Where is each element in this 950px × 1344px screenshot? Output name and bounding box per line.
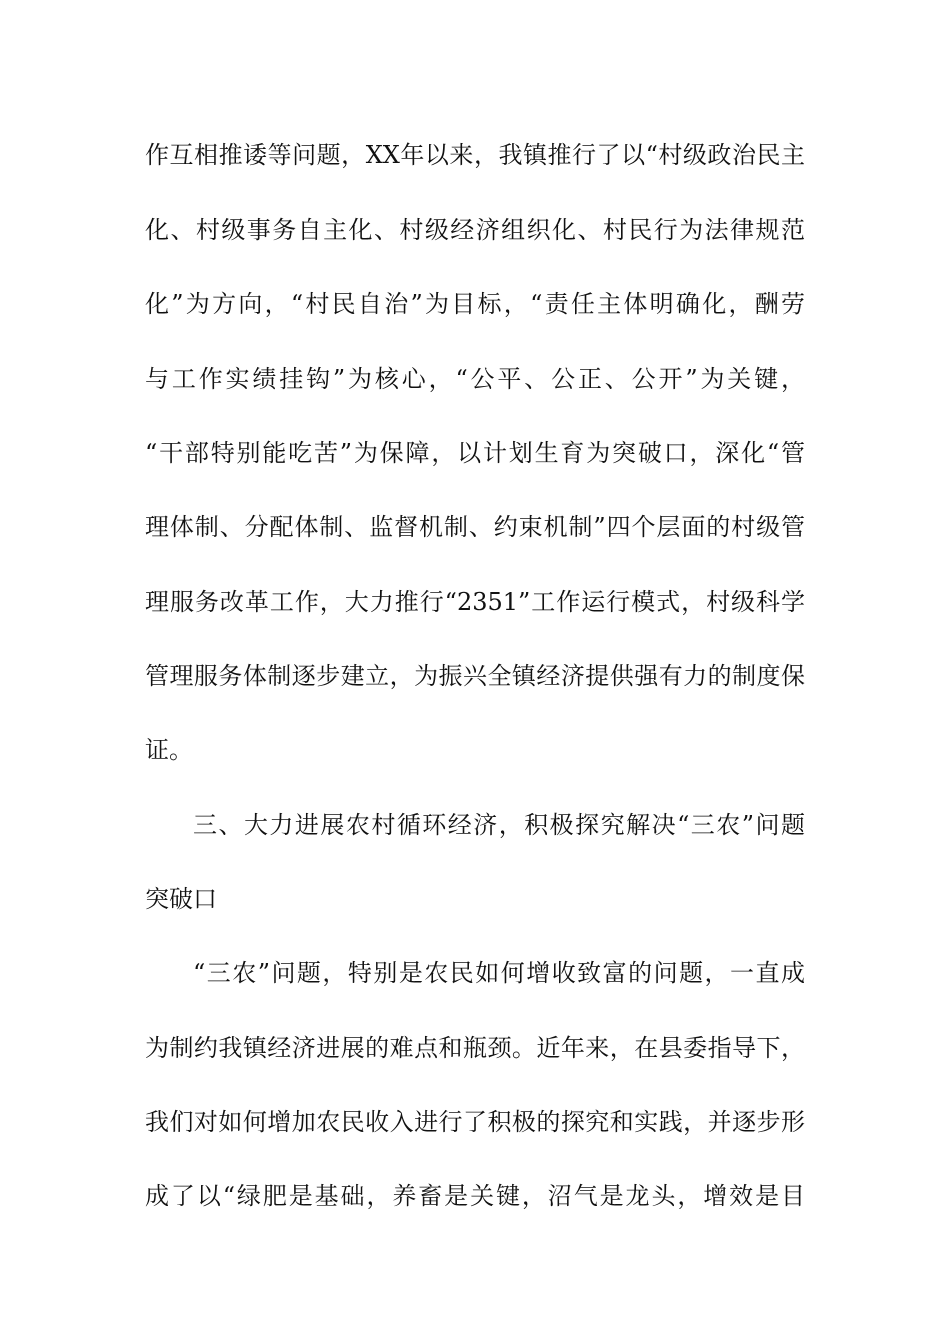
- body-line: 化”为方向，“村民自治”为目标，“责任主体明确化，酬劳: [145, 290, 805, 318]
- section-heading-line: 突破口: [145, 885, 217, 913]
- body-line: 管理服务体制逐步建立，为振兴全镇经济提供强有力的制度保: [145, 662, 805, 690]
- section-heading-line: 三、大力进展农村循环经济，积极探究解决“三农”问题: [193, 811, 805, 839]
- body-line: 理服务改革工作，大力推行“2351”工作运行模式，村级科学: [145, 588, 805, 616]
- body-line: “三农”问题，特别是农民如何增收致富的问题，一直成: [193, 959, 805, 987]
- body-line: 与工作实绩挂钩”为核心，“公平、公正、公开”为关键，: [145, 365, 805, 393]
- body-line: 化、村级事务自主化、村级经济组织化、村民行为法律规范: [145, 216, 805, 244]
- body-line: 成了以“绿肥是基础，养畜是关键，沼气是龙头，增效是目: [145, 1182, 805, 1210]
- body-line: 证。: [145, 736, 193, 764]
- body-line: “干部特别能吃苦”为保障，以计划生育为突破口，深化“管: [145, 439, 805, 467]
- body-line: 理体制、分配体制、监督机制、约束机制”四个层面的村级管: [145, 513, 805, 541]
- body-line: 我们对如何增加农民收入进行了积极的探究和实践，并逐步形: [145, 1108, 805, 1136]
- body-line: 作互相推诿等问题，XX年以来，我镇推行了以“村级政治民主: [145, 141, 805, 169]
- body-line: 为制约我镇经济进展的难点和瓶颈。近年来，在县委指导下，: [145, 1034, 805, 1062]
